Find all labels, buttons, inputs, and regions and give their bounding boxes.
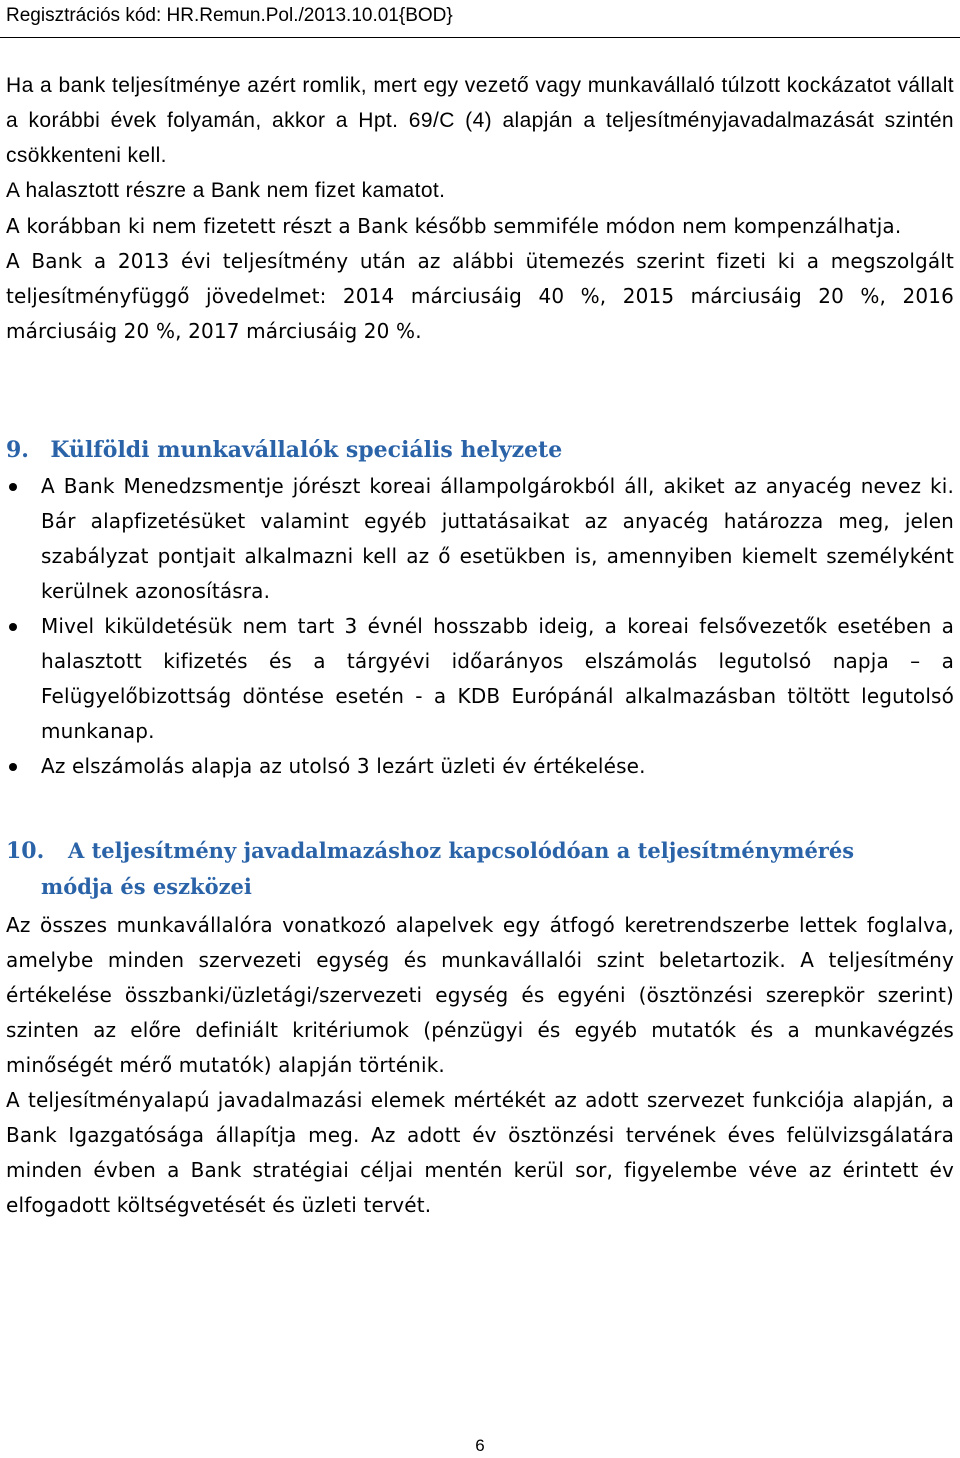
- bullet-text: Mivel kiküldetésük nem tart 3 évnél hosszabb ideig, a koreai felsővezetők esetében a halasztott kifizetés és a tárgyévi időarányos elszámolás legutolsó napja – a Felügyelőbizottság döntése esetén - a KDB Európánál alkalmazásban töltött legutolsó munkanap.: [41, 614, 954, 743]
- section-10-paragraphs: [6, 908, 954, 1223]
- page-number: 6: [475, 1436, 485, 1455]
- intro-p3: A korábban ki nem fizetett részt a Bank később semmiféle módon nem kompenzálhatja.: [6, 214, 902, 238]
- section-10-p1: Az összes munkavállalóra vonatkozó alapelvek egy átfogó keretrendszerbe lettek foglalva, amelybe minden szervezeti egység és munkavállalói szint beletartozik. A teljesítmény értékelése összbanki/üzletági/szervezeti egység és egyéni (ösztönzési szerepkör szerint) szinten az előre definiált kritériumok (pénzügyi és egyéb mutatók és a munkavégzés minőségét mérő mutatók) alapján történik.: [6, 913, 954, 1077]
- intro-p1: Ha a bank teljesítménye azért romlik, mert egy vezető vagy munkavállaló túlzott kockázatot vállalt a korábbi évek folyamán, akkor a Hpt. 69/C (4) alapján a teljesítményjavadalmazását szintén csökkenteni kell.: [6, 74, 954, 167]
- bullet-dot-icon: [9, 623, 17, 631]
- intro-paragraph-2: [6, 209, 954, 349]
- section-10-p2: A teljesítményalapú javadalmazási elemek mértékét az adott szervezet funkciója alapján, a Bank Igazgatósága állapítja meg. Az adott év ösztönzési tervének éves felülvizsgálatára minden évben a Bank stratégiai céljai mentén kerül sor, figyelembe véve az érintett év elfogadott költségvetését és üzleti tervét.: [6, 1088, 954, 1217]
- section-10-heading: [6, 836, 854, 866]
- intro-p2: A halasztott részre a Bank nem fizet kamatot.: [6, 179, 446, 202]
- bullet-dot-icon: [9, 483, 17, 491]
- registration-code-header: Regisztrációs kód: HR.Remun.Pol./2013.10.01{BOD}: [6, 5, 453, 26]
- section-9-number: 9.: [6, 437, 29, 463]
- section-10-number: 10.: [6, 838, 45, 864]
- list-item: [6, 469, 954, 609]
- section-10-title-line2: módja és eszközei: [41, 874, 252, 899]
- list-item: [6, 749, 954, 784]
- section-10-title-line1: A teljesítmény javadalmazáshoz kapcsolódóan a teljesítménymérés: [68, 838, 855, 863]
- intro-paragraph-1: [6, 68, 954, 208]
- section-10-heading-line2: [41, 872, 252, 902]
- section-9-heading: [6, 435, 562, 465]
- bullet-dot-icon: [9, 763, 17, 771]
- header-divider: [0, 37, 960, 38]
- intro-p4: A Bank a 2013 évi teljesítmény után az alábbi ütemezés szerint fizeti ki a megszolgált teljesítményfüggő jövedelmet: 2014 márciusáig 40 %, 2015 márciusáig 20 %, 2016 márciusáig 20 %, 2017 márciusáig 20 %.: [6, 249, 954, 343]
- section-9-title: Külföldi munkavállalók speciális helyzete: [50, 437, 563, 463]
- list-item: [6, 609, 954, 749]
- bullet-text: Az elszámolás alapja az utolsó 3 lezárt üzleti év értékelése.: [41, 754, 646, 778]
- section-9-bullet-list: [6, 469, 954, 784]
- bullet-text: A Bank Menedzsmentje jórészt koreai állampolgárokból áll, akiket az anyacég nevez ki. Bár alapfizetésüket valamint egyéb juttatásaikat az anyacég határozza meg, jelen szabályzat pontjait alkalmazni kell az ő esetükben is, amennyiben kiemelt személyként kerülnek azonosításra.: [41, 474, 954, 603]
